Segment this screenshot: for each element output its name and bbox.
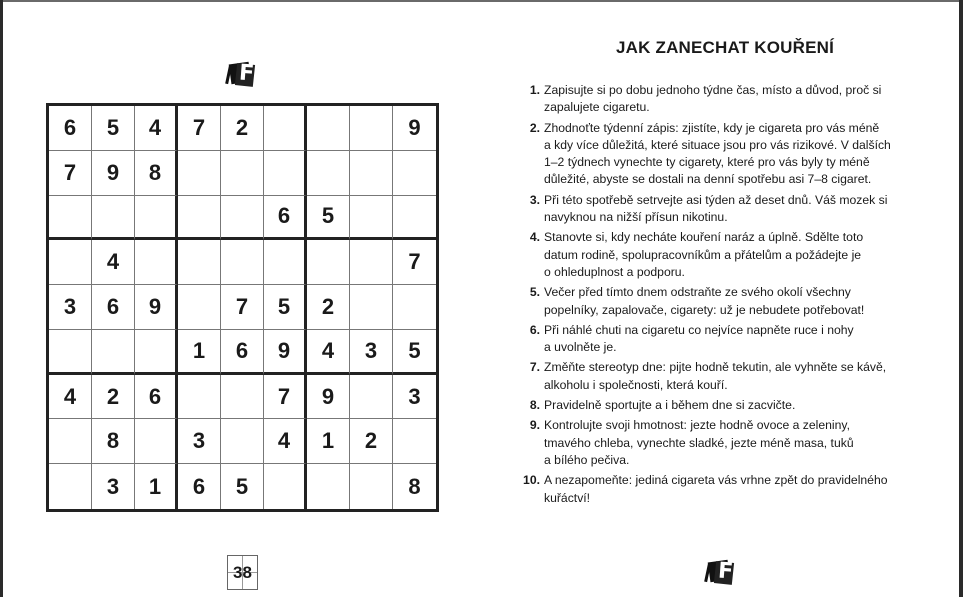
sudoku-cell <box>393 285 436 330</box>
tip-item <box>510 397 930 414</box>
tip-number: 10. <box>523 473 540 488</box>
sudoku-cell: 3 <box>393 375 436 420</box>
sudoku-cell <box>49 196 92 241</box>
sudoku-cell: 4 <box>135 106 178 151</box>
sudoku-cell <box>264 151 307 196</box>
tips-list <box>510 82 930 510</box>
logo-letter: F <box>717 558 734 585</box>
sudoku-cell: 3 <box>350 330 393 375</box>
sudoku-cell <box>221 419 264 464</box>
sudoku-cell <box>135 240 178 285</box>
sudoku-cell: 6 <box>264 196 307 241</box>
sudoku-cell <box>178 151 221 196</box>
tip-text: Kontrolujte svoji hmotnost: jezte hodně ovoce a zeleniny, tmavého chleba, vynechte sladké, jezte méně masa, tuků a bílého pečiva. <box>544 418 854 467</box>
sudoku-cell <box>307 106 350 151</box>
page-number-text: 38 <box>233 562 252 582</box>
tip-text: Při náhlé chuti na cigaretu co nejvíce napněte ruce i nohy a uvolněte je. <box>544 322 854 355</box>
tip-item <box>510 472 930 507</box>
tip-number: 4. <box>529 230 540 245</box>
tip-item <box>510 322 930 357</box>
sudoku-cell: 4 <box>49 375 92 420</box>
sudoku-cell: 6 <box>92 285 135 330</box>
tip-text: Zhodnoťte týdenní zápis: zjistíte, kdy je cigareta pro vás méně a kdy více důležitá, které situace jsou pro vás rizikové. V dalších 1–2 týdnech vynechte ty cigarety, které pro vás byly ty méně důležité, abyste se dostali na denní spotřebu asi 7–8 cigaret. <box>544 120 891 187</box>
sudoku-cell <box>264 464 307 509</box>
sudoku-cell: 5 <box>393 330 436 375</box>
tip-number: 9. <box>529 418 540 433</box>
sudoku-cell: 3 <box>178 419 221 464</box>
tip-text: Zapisujte si po dobu jednoho týdne čas, místo a důvod, proč si zapalujete cigaretu. <box>544 83 882 115</box>
sudoku-cell <box>135 196 178 241</box>
tip-text: Při této spotřebě setrvejte asi týden až deset dnů. Váš mozek si navyknou na nižší přísun nikotinu. <box>544 192 888 225</box>
tip-text: Stanovte si, kdy necháte kouření naráz a úplně. Sdělte toto datum rodině, spolupracovníkům a přátelům a požádejte je o ohleduplnost a podporu. <box>544 230 864 279</box>
sudoku-cell <box>350 151 393 196</box>
tip-item <box>510 229 930 281</box>
sudoku-cell <box>92 330 135 375</box>
sudoku-cell: 1 <box>307 419 350 464</box>
sudoku-cell <box>49 330 92 375</box>
sudoku-cell <box>264 106 307 151</box>
tip-text: Večer před tímto dnem odstraňte ze svého okolí všechny popelníky, zapalovače, cigarety: už je nebudete potřebovat! <box>544 285 865 317</box>
sudoku-cell <box>92 196 135 241</box>
page-title: JAK ZANECHAT KOUŘENÍ <box>615 38 835 57</box>
sudoku-cell: 6 <box>221 330 264 375</box>
tip-item <box>510 417 930 469</box>
sudoku-cell <box>350 375 393 420</box>
sudoku-cell <box>178 285 221 330</box>
sudoku-cell <box>178 240 221 285</box>
sudoku-cell: 7 <box>393 240 436 285</box>
sudoku-cell: 2 <box>221 106 264 151</box>
sudoku-cell: 9 <box>264 330 307 375</box>
sudoku-cell <box>221 375 264 420</box>
tip-number: 3. <box>529 192 540 207</box>
sudoku-cell <box>350 240 393 285</box>
sudoku-cell <box>393 419 436 464</box>
sudoku-cell: 1 <box>178 330 221 375</box>
sudoku-cell: 5 <box>307 196 350 241</box>
sudoku-cell: 7 <box>264 375 307 420</box>
sudoku-cell <box>307 464 350 509</box>
sudoku-cell: 5 <box>221 464 264 509</box>
tip-number: 7. <box>529 360 540 375</box>
tip-number: 2. <box>529 120 540 135</box>
sudoku-cell: 7 <box>221 285 264 330</box>
sudoku-cell <box>350 285 393 330</box>
sudoku-cell <box>135 419 178 464</box>
logo-letter: F <box>238 60 255 87</box>
sudoku-cell <box>49 419 92 464</box>
sudoku-cell <box>49 240 92 285</box>
sudoku-cell: 9 <box>393 106 436 151</box>
tip-item <box>510 120 930 189</box>
sudoku-cell <box>221 196 264 241</box>
sudoku-cell: 2 <box>92 375 135 420</box>
publisher-logo-icon <box>705 558 735 586</box>
sudoku-cell <box>350 106 393 151</box>
sudoku-cell: 2 <box>307 285 350 330</box>
tip-number: 6. <box>529 322 540 337</box>
sudoku-cell: 2 <box>350 419 393 464</box>
sudoku-cell: 3 <box>92 464 135 509</box>
page-right-edge <box>959 0 963 597</box>
sudoku-cell <box>350 196 393 241</box>
sudoku-cell <box>350 464 393 509</box>
sudoku-cell <box>307 151 350 196</box>
page-number <box>227 555 258 590</box>
tip-text: Změňte stereotyp dne: pijte hodně tekutin, ale vyhněte se kávě, alkoholu i společnosti, která kouří. <box>544 360 887 392</box>
tip-item <box>510 284 930 319</box>
sudoku-cell: 8 <box>408 473 421 499</box>
sudoku-cell: 4 <box>264 419 307 464</box>
tip-text: Pravidelně sportujte a i během dne si zacvičte. <box>544 398 796 413</box>
sudoku-cell <box>178 375 221 420</box>
tip-item <box>510 359 930 394</box>
sudoku-cell <box>49 464 92 509</box>
tip-item <box>510 82 930 117</box>
sudoku-cell: 7 <box>178 106 221 151</box>
sudoku-cell: 9 <box>92 151 135 196</box>
sudoku-cell <box>307 240 350 285</box>
tip-number: 1. <box>529 83 540 97</box>
page-top-edge <box>0 0 963 2</box>
sudoku-cell <box>393 196 436 241</box>
sudoku-cell: 6 <box>49 106 92 151</box>
sudoku-grid <box>46 103 439 512</box>
sudoku-cell <box>393 151 436 196</box>
sudoku-cell: 1 <box>135 464 178 509</box>
tip-number: 8. <box>529 398 540 413</box>
sudoku-cell: 8 <box>135 151 178 196</box>
sudoku-cell: 4 <box>307 330 350 375</box>
tip-number: 5. <box>529 285 540 300</box>
sudoku-cell: 9 <box>307 375 350 420</box>
page-left-edge <box>0 0 3 597</box>
sudoku-cell: 8 <box>92 419 135 464</box>
sudoku-cell: 9 <box>135 285 178 330</box>
sudoku-cell: 4 <box>92 240 135 285</box>
tip-item <box>510 192 930 227</box>
sudoku-cell: 6 <box>178 464 221 509</box>
sudoku-cell <box>221 151 264 196</box>
sudoku-cell: 5 <box>264 285 307 330</box>
sudoku-cell: 5 <box>92 106 135 151</box>
sudoku-cell <box>264 240 307 285</box>
tip-text: A nezapomeňte: jediná cigareta vás vrhne zpět do pravidelného kuřáctví! <box>544 473 888 505</box>
publisher-logo-icon <box>226 60 256 88</box>
sudoku-cell: 7 <box>49 151 92 196</box>
sudoku-cell: 3 <box>49 285 92 330</box>
sudoku-cell <box>178 196 221 241</box>
sudoku-cell: 6 <box>135 375 178 420</box>
sudoku-cell <box>135 330 178 375</box>
sudoku-cell <box>221 240 264 285</box>
